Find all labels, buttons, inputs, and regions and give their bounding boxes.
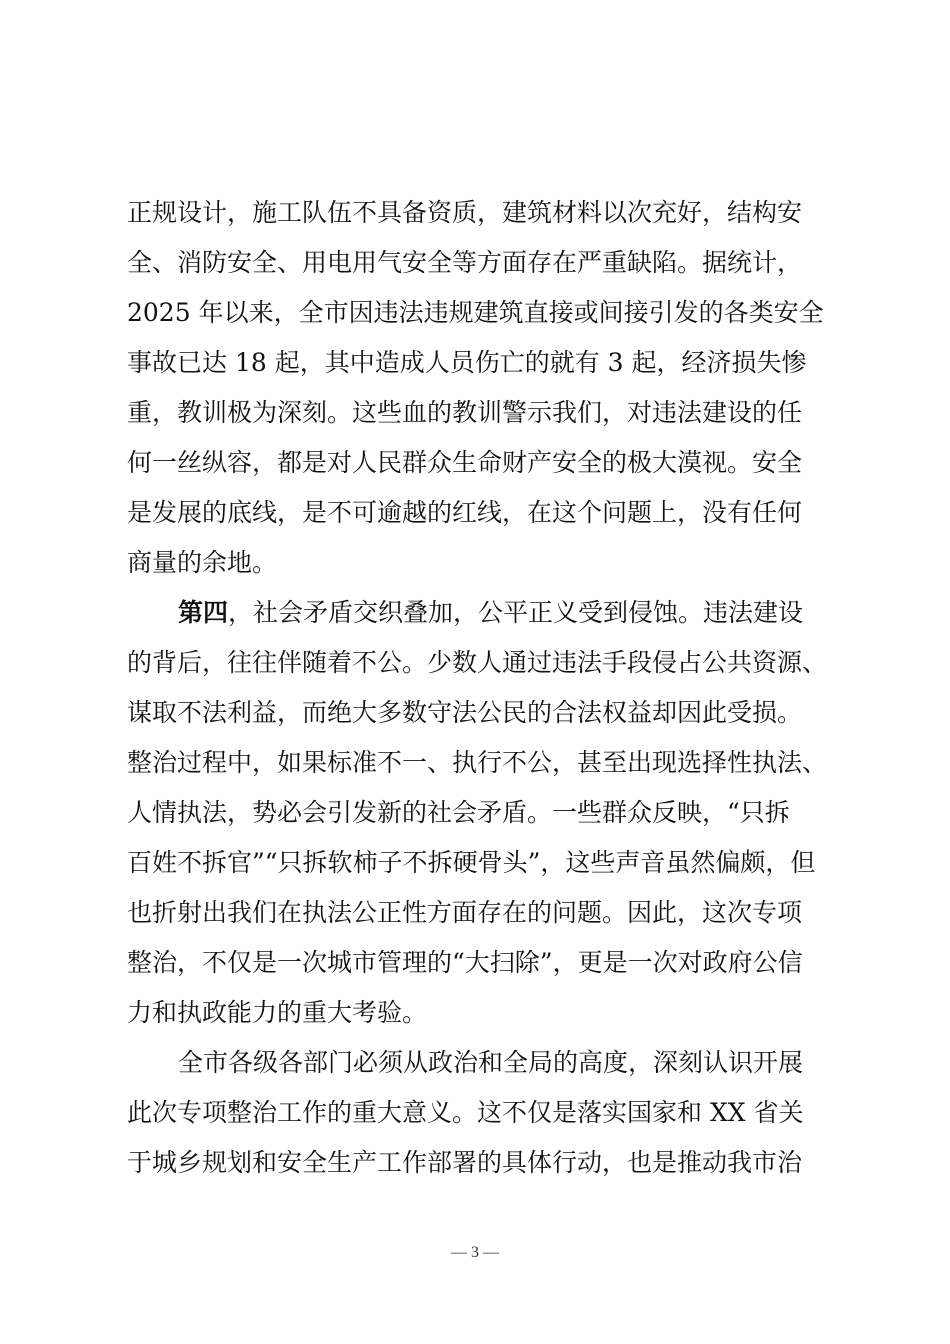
section-heading-bold: 第四 (178, 598, 229, 627)
page-number: — 3 — (451, 1244, 499, 1261)
text-line: 于城乡规划和安全生产工作部署的具体行动，也是推动我市治 (127, 1148, 803, 1177)
paragraph-heading-line (178, 598, 828, 628)
text-line: 何一丝纵容，都是对人民群众生命财产安全的极大漠视。安全 (127, 448, 803, 477)
text-line: 重，教训极为深刻。这些血的教训警示我们，对违法建设的任 (127, 398, 803, 427)
text-line: 全市各级各部门必须从政治和全局的高度，深刻认识开展 (178, 1048, 804, 1077)
text-line-rest: ，社会矛盾交织叠加，公平正义受到侵蚀。违法建设 (228, 598, 804, 627)
text-line: 整治过程中，如果标准不一、执行不公，甚至出现选择性执法、 (127, 748, 828, 777)
text-line: 力和执政能力的重大考验。 (127, 998, 428, 1027)
text-line: 此次专项整治工作的重大意义。这不仅是落实国家和 XX 省关 (127, 1098, 804, 1127)
text-line: 也折射出我们在执法公正性方面存在的问题。因此，这次专项 (127, 898, 803, 927)
text-line: 人情执法，势必会引发新的社会矛盾。一些群众反映，“只拆 (127, 798, 790, 827)
text-line: 是发展的底线，是不可逾越的红线，在这个问题上，没有任何 (127, 498, 803, 527)
text-line: 商量的余地。 (127, 548, 278, 577)
text-line: 谋取不法利益，而绝大多数守法公民的合法权益却因此受损。 (127, 698, 803, 727)
text-line: 整治，不仅是一次城市管理的“大扫除”，更是一次对政府公信 (127, 948, 803, 977)
text-line: 的背后，往往伴随着不公。少数人通过违法手段侵占公共资源、 (127, 648, 828, 677)
text-line: 2025 年以来，全市因违法违规建筑直接或间接引发的各类安全 (127, 298, 824, 327)
text-line: 全、消防安全、用电用气安全等方面存在严重缺陷。据统计， (127, 248, 803, 277)
text-line: 正规设计，施工队伍不具备资质，建筑材料以次充好，结构安 (127, 198, 803, 227)
text-line: 事故已达 18 起，其中造成人员伤亡的就有 3 起，经济损失惨 (127, 348, 807, 377)
text-line: 百姓不拆官”“只拆软柿子不拆硬骨头”，这些声音虽然偏颇，但 (127, 848, 816, 877)
